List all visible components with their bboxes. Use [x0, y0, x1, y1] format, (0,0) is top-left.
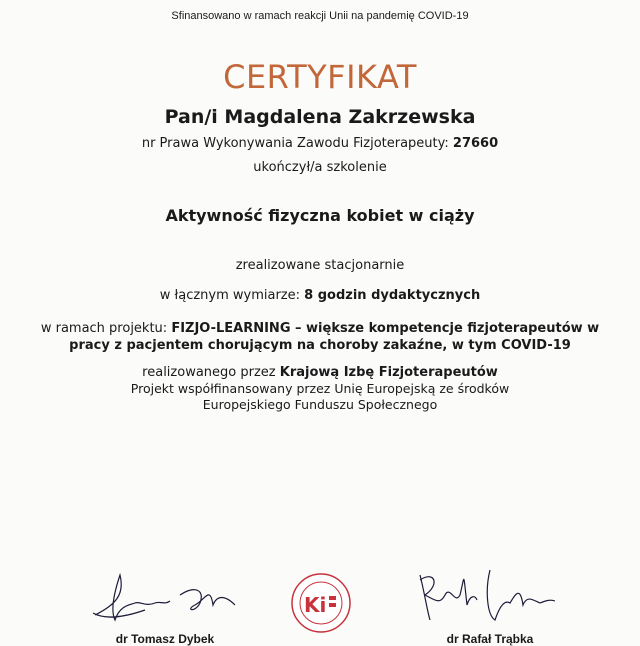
signatory-left-name: dr Tomasz Dybek: [115, 632, 215, 646]
hours-label: w łącznym wymiarze:: [159, 288, 301, 303]
organizer-line: [0, 365, 640, 380]
course-title: Aktywność fizyczna kobiet w ciąży: [165, 206, 475, 225]
license-number: 27660: [452, 136, 499, 151]
funding-note: Sfinansowano w ramach reakcji Unii na pandemię COVID-19: [171, 10, 469, 22]
project-line: [0, 320, 640, 354]
signature-left: [85, 565, 245, 625]
completed-text: ukończył/a szkolenie: [253, 160, 387, 175]
hours-value: 8 godzin dydaktycznych: [304, 288, 481, 303]
license-line: [0, 136, 640, 151]
eu-funding-note: Projekt współfinansowany przez Unię Europejską ze środków Europejskiego Funduszu Społecznego: [130, 381, 510, 412]
project-label: w ramach projektu:: [40, 321, 168, 336]
hours-line: [0, 288, 640, 303]
svg-text:Ki: Ki: [304, 593, 327, 617]
recipient-name: Pan/i Magdalena Zakrzewska: [164, 106, 476, 128]
certificate-title: CERTYFIKAT: [223, 58, 417, 96]
license-label: nr Prawa Wykonywania Zawodu Fizjoterapeuty:: [141, 136, 449, 151]
signature-right: [415, 565, 565, 627]
organizer-label: realizowanego przez: [142, 365, 276, 380]
signatory-right-name: dr Rafał Trąbka: [446, 632, 534, 646]
kif-seal: [290, 570, 352, 636]
project-name: FIZJO-LEARNING – większe kompetencje fizjoterapeutów w pracy z pacjentem chorującym na choroby zakaźne, w tym COVID-19: [69, 321, 600, 353]
organizer-name: Krajową Izbę Fizjoterapeutów: [279, 365, 498, 380]
course-mode: zrealizowane stacjonarnie: [235, 258, 405, 273]
